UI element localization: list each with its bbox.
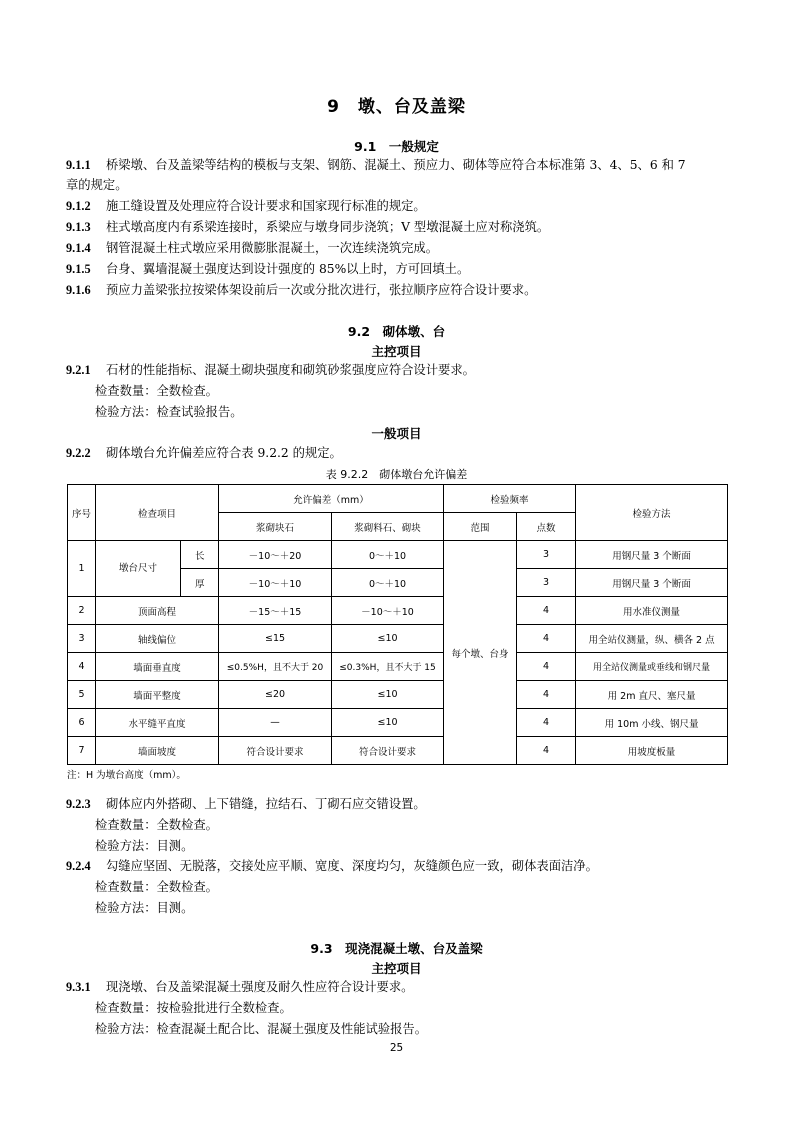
check-method: 检验方法：目测。: [95, 839, 194, 853]
clause-9-1-2: [66, 197, 736, 215]
check-quantity: 检查数量：按检验批进行全数检查。: [95, 1001, 292, 1015]
cell-item: 墙面坡度: [96, 737, 219, 765]
table-row: [68, 625, 728, 653]
cell-method: 用全站仪测量或垂线和钢尺量: [576, 653, 728, 681]
cell-seq: 1: [68, 541, 96, 597]
clause-number: 9.1.3: [66, 220, 91, 234]
check-method: 检验方法：检查试验报告。: [95, 405, 243, 419]
header-allow: 允许偏差（mm）: [219, 485, 444, 513]
cell-a: ≤20: [219, 681, 332, 709]
cell-points: 4: [517, 737, 576, 765]
cell-b: －10～＋10: [332, 597, 444, 625]
cell-points: 3: [517, 569, 576, 597]
cell-item: 顶面高程: [96, 597, 219, 625]
cell-points: 4: [517, 653, 576, 681]
clause-9-1-3: [66, 218, 736, 236]
cell-range: 每个墩、台身: [444, 541, 517, 765]
cell-seq: 7: [68, 737, 96, 765]
table-caption: 表 9.2.2 砌体墩台允许偏差: [325, 468, 468, 481]
cell-a: ≤0.5%H，且不大于 20: [219, 653, 332, 681]
clause-number: 9.1.1: [66, 158, 91, 172]
deviation-table: [67, 484, 728, 765]
check-quantity: 检查数量：全数检查。: [95, 880, 218, 894]
header-freq: 检验频率: [444, 485, 576, 513]
clause-9-1-5: [66, 260, 736, 278]
clause-text: 勾缝应坚固、无脱落，交接处应平顺、宽度、深度均匀，灰缝颜色应一致，砌体表面洁净。: [106, 859, 598, 873]
cell-b: ≤0.3%H，且不大于 15: [332, 653, 444, 681]
cell-method: 用 2m 直尺、塞尺量: [576, 681, 728, 709]
cell-b: 0～＋10: [332, 569, 444, 597]
check-method: 检验方法：目测。: [95, 901, 194, 915]
cell-item: 轴线偏位: [96, 625, 219, 653]
cell-method: 用钢尺量 3 个断面: [576, 541, 728, 569]
main-items-heading: 主控项目: [371, 961, 422, 976]
clause-number: 9.2.4: [66, 859, 91, 873]
cell-seq: 2: [68, 597, 96, 625]
cell-a: －15～＋15: [219, 597, 332, 625]
cell-points: 3: [517, 541, 576, 569]
header-item: 检查项目: [96, 485, 219, 541]
section-title-9-1: 9.1 一般规定: [354, 139, 439, 154]
page-number: 25: [389, 1041, 404, 1054]
clause-number: 9.1.5: [66, 262, 91, 276]
cell-sub: 长: [181, 541, 219, 569]
cell-seq: 6: [68, 709, 96, 737]
table-note: 注：H 为墩台高度（mm）。: [67, 770, 186, 781]
check-quantity: 检查数量：全数检查。: [95, 384, 218, 398]
cell-method: 用 10m 小线、钢尺量: [576, 709, 728, 737]
section-title-9-2: 9.2 砌体墩、台: [347, 324, 446, 339]
cell-method: 用全站仪测量，纵、横各 2 点: [576, 625, 728, 653]
table-row: [68, 681, 728, 709]
cell-item: 墙面平整度: [96, 681, 219, 709]
cell-size-label: 墩台尺寸: [96, 541, 181, 597]
clause-text: 现浇墩、台及盖梁混凝土强度及耐久性应符合设计要求。: [106, 980, 414, 994]
cell-method: 用水准仪测量: [576, 597, 728, 625]
clause-text: 预应力盖梁张拉按梁体架设前后一次或分批次进行，张拉顺序应符合设计要求。: [106, 283, 537, 297]
clause-text: 石材的性能指标、混凝土砌块强度和砌筑砂浆强度应符合设计要求。: [106, 363, 475, 377]
chapter-title: 9 墩、台及盖梁: [327, 97, 466, 117]
clause-number: 9.1.6: [66, 283, 91, 297]
clause-number: 9.2.3: [66, 797, 91, 811]
clause-text: 砌体应内外搭砌、上下错缝，拉结石、丁砌石应交错设置。: [106, 797, 426, 811]
cell-b: ≤10: [332, 681, 444, 709]
clause-number: 9.2.2: [66, 446, 91, 460]
clause-9-1-4: [66, 239, 736, 257]
cell-sub: 厚: [181, 569, 219, 597]
cell-b: ≤10: [332, 709, 444, 737]
cell-a: －10～＋10: [219, 569, 332, 597]
check-method: 检验方法：检查混凝土配合比、混凝土强度及性能试验报告。: [95, 1022, 428, 1036]
cell-points: 4: [517, 597, 576, 625]
clause-text: 柱式墩高度内有系梁连接时，系梁应与墩身同步浇筑；V 型墩混凝土应对称浇筑。: [106, 220, 550, 234]
cell-seq: 5: [68, 681, 96, 709]
cell-a: 符合设计要求: [219, 737, 332, 765]
cell-seq: 4: [68, 653, 96, 681]
table-row: [68, 737, 728, 765]
section-title-9-3: 9.3 现浇混凝土墩、台及盖梁: [310, 941, 483, 956]
cell-points: 4: [517, 681, 576, 709]
clause-9-2-4: [66, 857, 736, 875]
cell-a: —: [219, 709, 332, 737]
clause-9-2-2: [66, 444, 736, 462]
clause-9-1-1: [66, 156, 736, 174]
header-col-a: 浆砌块石: [219, 513, 332, 541]
table-row: [68, 597, 728, 625]
cell-seq: 3: [68, 625, 96, 653]
cell-b: ≤10: [332, 625, 444, 653]
check-quantity: 检查数量：全数检查。: [95, 818, 218, 832]
table-row: [68, 653, 728, 681]
clause-text: 砌体墩台允许偏差应符合表 9.2.2 的规定。: [106, 446, 342, 460]
clause-text: 钢管混凝土柱式墩应采用微膨胀混凝土，一次连续浇筑完成。: [106, 241, 439, 255]
clause-number: 9.1.2: [66, 199, 91, 213]
clause-number: 9.1.4: [66, 241, 91, 255]
header-seq: 序号: [68, 485, 96, 541]
cell-points: 4: [517, 625, 576, 653]
cell-item: 墙面垂直度: [96, 653, 219, 681]
cell-b: 0～＋10: [332, 541, 444, 569]
table-header-row: [68, 485, 728, 513]
table-row: [68, 541, 728, 569]
general-items-heading: 一般项目: [371, 426, 422, 441]
header-col-b: 浆砌料石、砌块: [332, 513, 444, 541]
clause-text: 台身、翼墙混凝土强度达到设计强度的 85%以上时，方可回填土。: [106, 262, 470, 276]
table-row: [68, 709, 728, 737]
cell-item: 水平缝平直度: [96, 709, 219, 737]
clause-number: 9.2.1: [66, 363, 91, 377]
cell-a: ≤15: [219, 625, 332, 653]
clause-9-2-3: [66, 795, 736, 813]
cell-points: 4: [517, 709, 576, 737]
cell-a: －10～＋20: [219, 541, 332, 569]
main-items-heading: 主控项目: [371, 344, 422, 359]
clause-9-2-1: [66, 361, 736, 379]
clause-9-3-1: [66, 978, 736, 996]
header-method: 检验方法: [576, 485, 728, 541]
header-range: 范围: [444, 513, 517, 541]
cell-b: 符合设计要求: [332, 737, 444, 765]
cell-method: 用坡度板量: [576, 737, 728, 765]
clause-text: 桥梁墩、台及盖梁等结构的模板与支架、钢筋、混凝土、预应力、砌体等应符合本标准第 3、4、5、6 和 7: [106, 158, 686, 172]
clause-text: 施工缝设置及处理应符合设计要求和国家现行标准的规定。: [106, 199, 426, 213]
clause-9-1-6: [66, 281, 736, 299]
header-points: 点数: [517, 513, 576, 541]
cell-method: 用钢尺量 3 个断面: [576, 569, 728, 597]
clause-9-1-1-cont: 章的规定。: [66, 178, 128, 192]
clause-number: 9.3.1: [66, 980, 91, 994]
